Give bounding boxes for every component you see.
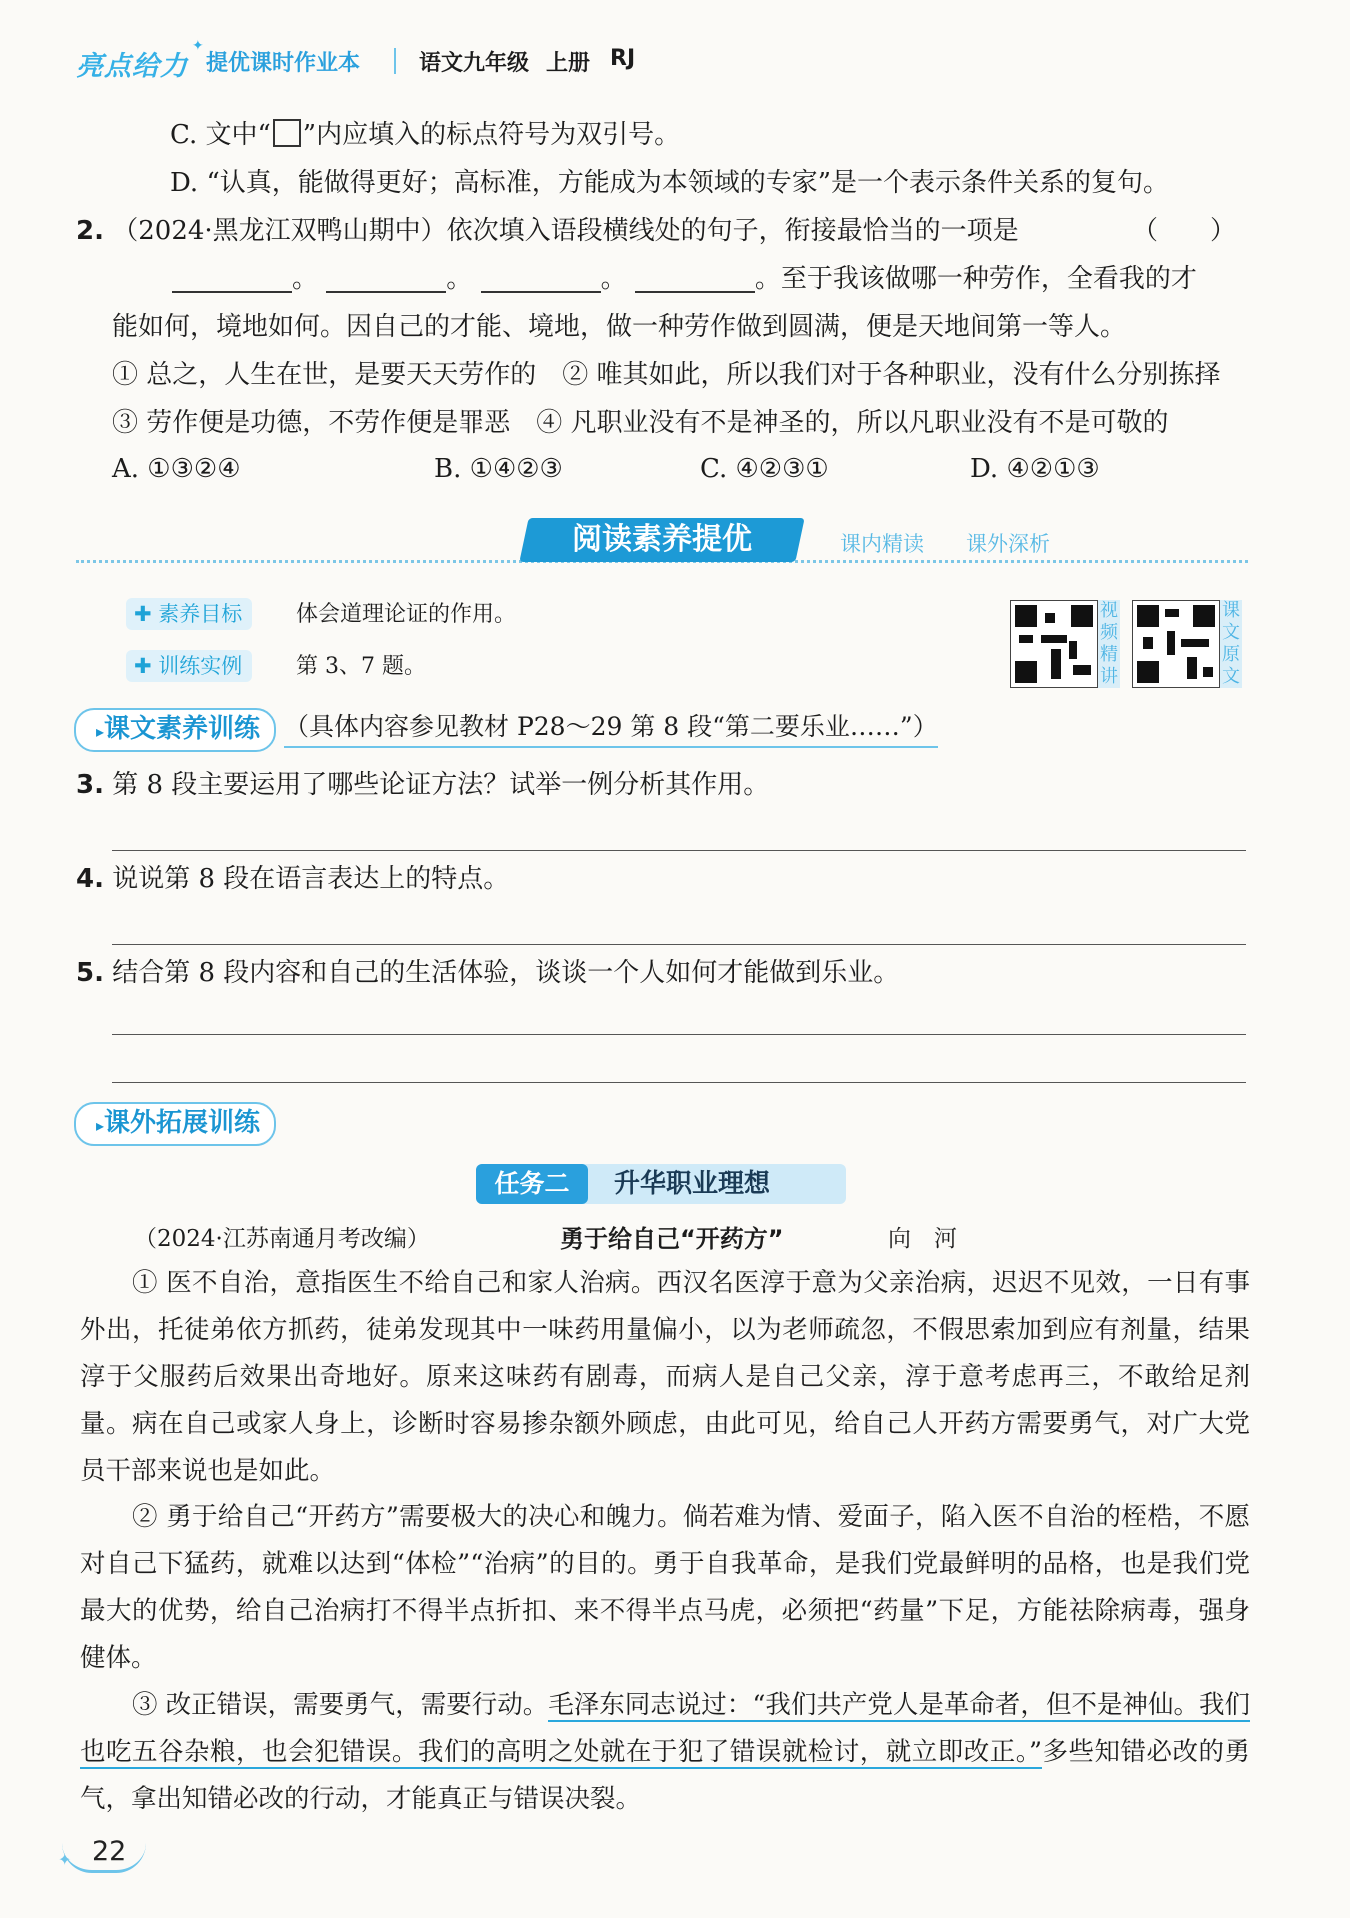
question-3: 3. 第 8 段主要运用了哪些论证方法？试举一例分析其作用。 (76, 770, 770, 800)
question-4: 4. 说说第 8 段在语言表达上的特点。 (76, 864, 510, 894)
q2-option-c[interactable]: C. ④②③① (700, 454, 829, 484)
question-5: 5. 结合第 8 段内容和自己的生活体验，谈谈一个人如何才能做到乐业。 (76, 958, 900, 988)
article-source: （2024·江苏南通月考改编） (134, 1226, 430, 1252)
section-title-extended: ▸课外拓展训练 (74, 1102, 276, 1146)
reading-banner-sub2: 课外深析 (966, 532, 1050, 556)
q2-passage-line: 能如何，境地如何。因自己的才能、境地，做一种劳作做到圆满，便是天地间第一等人。 (112, 312, 1127, 342)
header-divider (394, 48, 396, 74)
example-text: 第 3、7 题。 (296, 654, 426, 679)
qr-label-video: 视 频 精 讲 (1100, 600, 1118, 687)
pill-arrow-icon: ▸ (96, 722, 105, 741)
answer-line[interactable] (112, 850, 1246, 851)
reading-banner-sub1: 课内精读 (840, 532, 924, 556)
section-note: （具体内容参见教材 P28～29 第 8 段“第二要乐业……”） (284, 710, 938, 748)
article-paragraph-3: ③ 改正错误，需要勇气，需要行动。毛泽东同志说过：“我们共产党人是革命者，但不是神仙。我们也吃五谷杂粮，也会犯错误。我们的高明之处就在于犯了错误就检讨，就立即改正。”多些知错必改的勇气，拿出知错必改的行动，才能真正与错误决裂。 (80, 1690, 1250, 1814)
reading-banner-title: 阅读素养提优 (572, 522, 752, 557)
answer-line[interactable] (112, 1082, 1246, 1083)
question-number: 2. (76, 216, 104, 246)
page-header (76, 38, 1256, 84)
fill-blank[interactable] (635, 265, 755, 293)
section-title-in-class: ▸课文素养训练 (74, 708, 276, 752)
qr-code-video[interactable] (1010, 600, 1098, 688)
q1-option-c: C. 文中“ ”内应填入的标点符号为双引号。 (170, 120, 681, 150)
article-title: 勇于给自己“开药方” (560, 1225, 784, 1253)
q2-option-d[interactable]: D. ④②①③ (970, 454, 1100, 484)
answer-line[interactable] (112, 944, 1246, 945)
series-name: 提优课时作业本 (206, 51, 361, 76)
q2-choice-line-2: ③ 劳作便是功德，不劳作便是罪恶 ④ 凡职业没有不是神圣的，所以凡职业没有不是可敬的 (112, 408, 1169, 438)
volume-label: 上册 (546, 51, 591, 76)
example-tag: ✚ 训练实例 (126, 650, 252, 682)
brand-logo: 亮点给力 (76, 51, 188, 82)
page-number: 22 (92, 1836, 127, 1867)
q1-option-d: D. “认真，能做得更好；高标准，方能成为本领域的专家”是一个表示条件关系的复句。 (170, 168, 1170, 198)
pill-arrow-icon: ▸ (96, 1116, 105, 1135)
goal-tag: ✚ 素养目标 (126, 598, 252, 630)
question-2-stem: 2. （2024·黑龙江双鸭山期中）依次填入语段横线处的句子，衔接最恰当的一项是 (76, 216, 1019, 246)
fill-blank[interactable] (172, 265, 292, 293)
task-label: 任务二 (476, 1164, 588, 1204)
blank-box (273, 119, 301, 147)
qr-label-original: 课 文 原 文 (1222, 600, 1240, 687)
q2-choice-line-1: ① 总之，人生在世，是要天天劳作的 ② 唯其如此，所以我们对于各种职业，没有什么分别拣择 (112, 360, 1221, 390)
edition-label: RJ (610, 46, 636, 71)
article-paragraph-1: ① 医不自治，意指医生不给自己和家人治病。西汉名医淳于意为父亲治病，迟迟不见效，一日有事外出，托徒弟依方抓药，徒弟发现其中一味药用量偏小，以为老师疏忽，不假思索加到应有剂量，结果淳于父服药后效果出奇地好。原来这味药有剧毒，而病人是自己父亲，淳于意考虑再三，不敢给足剂量。病在自己或家人身上，诊断时容易掺杂额外顾虑，由此可见，给自己人开药方需要勇气，对广大党员干部来说也是如此。 (80, 1268, 1250, 1486)
article-paragraph-2: ② 勇于给自己“开药方”需要极大的决心和魄力。倘若难为情、爱面子，陷入医不自治的桎梏，不愿对自己下猛药，就难以达到“体检”“治病”的目的。勇于自我革命，是我们党最鲜明的品格，也是我们党最大的优势，给自己治病打不得半点折扣、来不得半点马虎，必须把“药量”下足，方能祛除病毒，强身健体。 (80, 1502, 1250, 1673)
answer-line[interactable] (112, 1034, 1246, 1035)
answer-paren: （ ） (1132, 216, 1237, 246)
goal-text: 体会道理论证的作用。 (296, 602, 517, 627)
article-author: 向 河 (888, 1226, 957, 1252)
qr-code-original-text[interactable] (1132, 600, 1220, 688)
q2-option-b[interactable]: B. ①④②③ (434, 454, 563, 484)
subject-label: 语文九年级 (419, 51, 530, 76)
task-title: 升华职业理想 (614, 1169, 771, 1199)
brand-star-icon: ✦ (192, 38, 204, 54)
fill-blank[interactable] (481, 265, 601, 293)
fill-blank[interactable] (326, 265, 446, 293)
page-star-icon: ✦ (58, 1850, 72, 1869)
q2-option-a[interactable]: A. ①③②④ (112, 454, 241, 484)
underlined-quote: 毛泽东同志说过：“我们共产党人是革命者，但不是神仙。我们也吃五谷杂粮，也会犯错误。我们的高明之处就在于犯了错误就检讨，就立即改正。” (80, 1690, 1250, 1767)
q2-blanks-line: 。 。 。 。至于我该做哪一种劳作，全看我的才 (172, 262, 1197, 296)
